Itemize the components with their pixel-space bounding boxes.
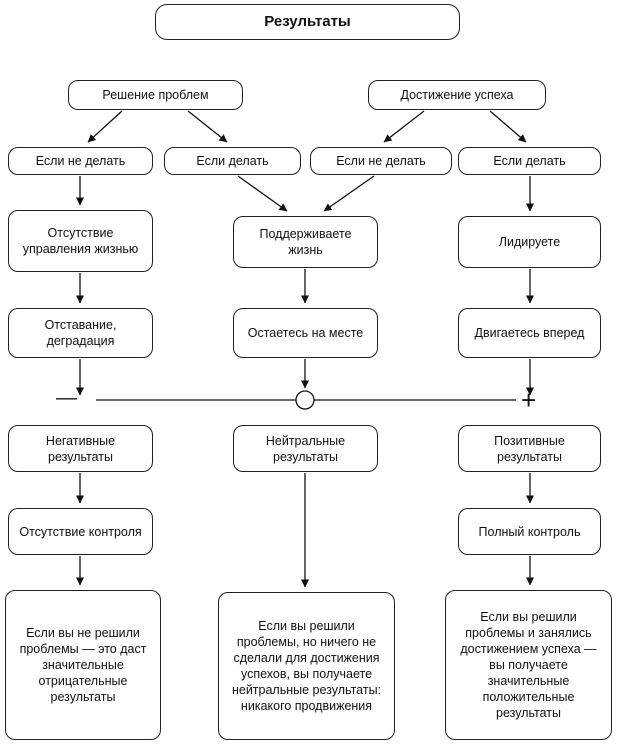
node-stay-in-place: Остаетесь на месте	[233, 308, 378, 358]
axis-plus-sign: +	[521, 385, 537, 415]
arrow-success-to-if-not-do	[384, 111, 424, 142]
node-if-not-do-success: Если не делать	[310, 147, 452, 175]
node-neutral-results: Нейтральные результаты	[233, 425, 378, 472]
node-if-not-do-problems: Если не делать	[8, 147, 153, 175]
arrow-solve-to-if-not-do	[88, 111, 122, 142]
node-full-control: Полный контроль	[458, 508, 601, 555]
node-negative-results: Негативные результаты	[8, 425, 153, 472]
node-positive-results: Позитивные результаты	[458, 425, 601, 472]
node-no-life-management: Отсутствие управления жизнью	[8, 210, 153, 272]
node-lead: Лидируете	[458, 216, 601, 268]
node-outcome-positive: Если вы решили проблемы и занялись достижением успеха — вы получаете значительные положительные результаты	[445, 590, 612, 740]
node-outcome-neutral: Если вы решили проблемы, но ничего не сделали для достижения успехов, вы получаете нейтральные результаты: никакого продвижения	[218, 592, 395, 740]
axis-minus-sign: —	[56, 386, 77, 409]
arrow-success-to-if-do	[490, 111, 526, 142]
arrow-if-not-do-to-maintain	[324, 176, 374, 211]
node-achieve-success: Достижение успеха	[368, 80, 546, 110]
title-box: Результаты	[155, 4, 460, 40]
node-move-forward: Двигаетесь вперед	[458, 308, 601, 358]
node-solve-problems: Решение проблем	[68, 80, 243, 110]
node-maintain-life: Поддерживаете жизнь	[233, 216, 378, 268]
node-outcome-negative: Если вы не решили проблемы — это даст значительные отрицательные результаты	[5, 590, 161, 740]
node-if-do-success: Если делать	[458, 147, 601, 175]
node-no-control: Отсутствие контроля	[8, 508, 153, 555]
arrow-if-do-to-maintain	[238, 176, 287, 211]
node-lagging-degradation: Отставание, деградация	[8, 308, 153, 358]
arrow-solve-to-if-do	[188, 111, 227, 142]
zero-circle	[296, 391, 314, 409]
node-if-do-problems: Если делать	[164, 147, 301, 175]
